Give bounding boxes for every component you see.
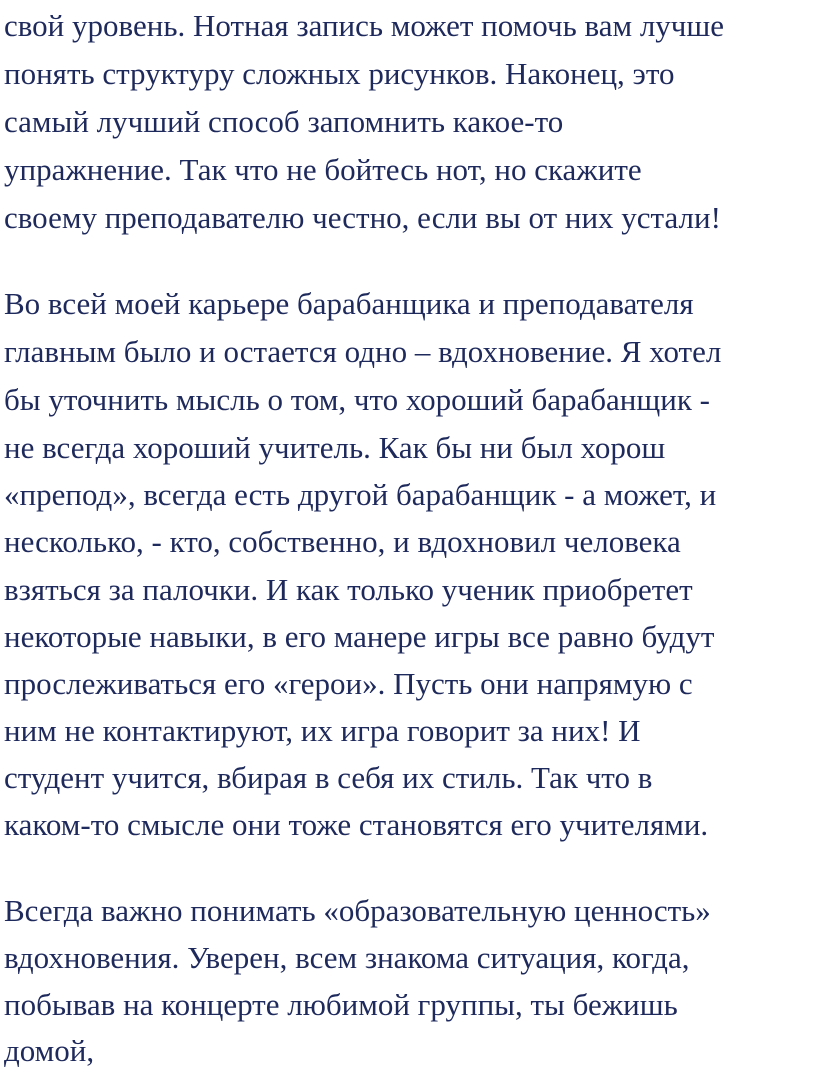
- text-line: понять структуру сложных рисунков. Наконец, это: [4, 56, 675, 91]
- text-line: студент учится, вбирая в себя их стиль. Так что в: [4, 760, 653, 795]
- text-line: домой,: [4, 1033, 95, 1068]
- text-line: каком-то смысле они тоже становятся его учителями.: [4, 807, 709, 842]
- text-line: своему преподавателю честно, если вы от них устали!: [4, 200, 721, 235]
- text-line: бы уточнить мысль о том, что хороший барабанщик -: [4, 382, 710, 417]
- text-line: ним не контактируют, их игра говорит за них! И: [4, 713, 641, 748]
- text-line: побывав на концерте любимой группы, ты бежишь: [4, 987, 678, 1022]
- text-line: упражнение. Так что не бойтесь нот, но скажите: [4, 152, 642, 187]
- text-line: самый лучший способ запомнить какое-то: [4, 104, 564, 139]
- text-line: «препод», всегда есть другой барабанщик - а может, и: [4, 477, 717, 512]
- text-line: некоторые навыки, в его манере игры все равно будут: [4, 619, 715, 654]
- text-line: свой уровень. Нотная запись может помочь вам лучше: [4, 8, 725, 43]
- text-line: несколько, - кто, собственно, и вдохновил человека: [4, 524, 681, 559]
- text-line: главным было и остается одно – вдохновение. Я хотел: [4, 334, 722, 369]
- text-line: вдохновения. Уверен, всем знакома ситуация, когда,: [4, 940, 690, 975]
- text-line: прослеживаться его «герои». Пусть они напрямую с: [4, 666, 693, 701]
- text-line: Всегда важно понимать «образовательную ценность»: [4, 893, 711, 928]
- text-line: не всегда хороший учитель. Как бы ни был хорош: [4, 430, 666, 465]
- text-line: Во всей моей карьере барабанщика и преподавателя: [4, 286, 694, 321]
- text-line: взяться за палочки. И как только ученик приобретет: [4, 572, 693, 607]
